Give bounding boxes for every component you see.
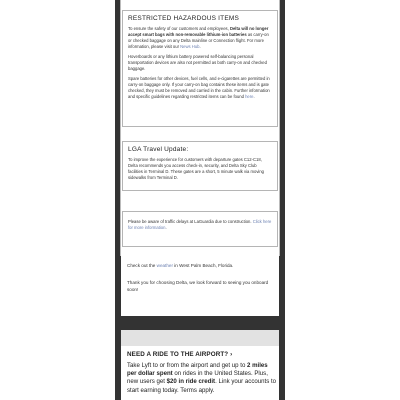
thank-you-message: Thank you for choosing Delta, we look forward to seeing you onboard soon! — [127, 280, 269, 292]
restricted-items-here-link[interactable]: here — [245, 93, 254, 99]
lga-travel-update — [122, 141, 278, 191]
hazardous-items-paragraph-3: Spare batteries for other devices, fuel cells, and e-cigarettes are permitted in carry-on baggage only. If your carry-on bag contains these items and is gate checked, they must be removed and carried in the cabin. Further information and specific guidelines regarding restricted items can be found here. — [128, 75, 270, 99]
section-divider-grey — [121, 330, 279, 346]
weather-line: Check out the weather in West Palm Beach, Florida. — [127, 263, 234, 268]
hazardous-items-title: RESTRICTED HAZARDOUS ITEMS — [128, 15, 240, 22]
hazardous-items-paragraph-1: To ensure the safety of our customers and employees, Delta will no longer accept smart bags with non-removable lithium-ion batteries as carry-on or checked baggage on any Delta mainline or Connection flight. For more information, please visit our News Hub. — [128, 26, 269, 50]
section-divider-dark — [115, 316, 285, 330]
content-border-right — [279, 0, 280, 256]
lga-update-text: To improve the experience for customers with departure gates C12-C18, Delta recommends you access check-in, security, and Delta Sky Club facilities in Terminal D. These gates are a short, 5 minute walk via moving sidewalks from Terminal D. — [128, 157, 264, 181]
lyft-promo-title[interactable]: NEED A RIDE TO THE AIRPORT? › — [127, 351, 233, 358]
more-information-link[interactable]: Click here for more information — [128, 219, 272, 231]
page-margin-right — [285, 0, 400, 400]
content-border-left — [120, 0, 121, 256]
news-hub-link[interactable]: News Hub — [180, 44, 200, 50]
page-margin-left — [0, 0, 115, 400]
traffic-delay-text: Please be aware of traffic delays at LaGuardia due to construction. Click here for more information. — [128, 219, 272, 231]
lga-update-title: LGA Travel Update: — [128, 146, 189, 153]
hazardous-items-paragraph-2: Hoverboards or any lithium battery powered self-balancing personal transportation devices are also not permitted as both carry-on and checked baggage. — [128, 53, 267, 72]
hazardous-items-notice — [122, 10, 278, 127]
lyft-promo — [127, 351, 277, 395]
weather-link[interactable]: weather — [156, 263, 173, 268]
traffic-delay-notice — [122, 211, 278, 247]
lyft-promo-text: Take Lyft to or from the airport and get up to 2 miles per dollar spent on rides in the United States. Plus, new users get $20 in ride credit. Link your accounts to start earning today. Terms apply. — [127, 362, 277, 394]
